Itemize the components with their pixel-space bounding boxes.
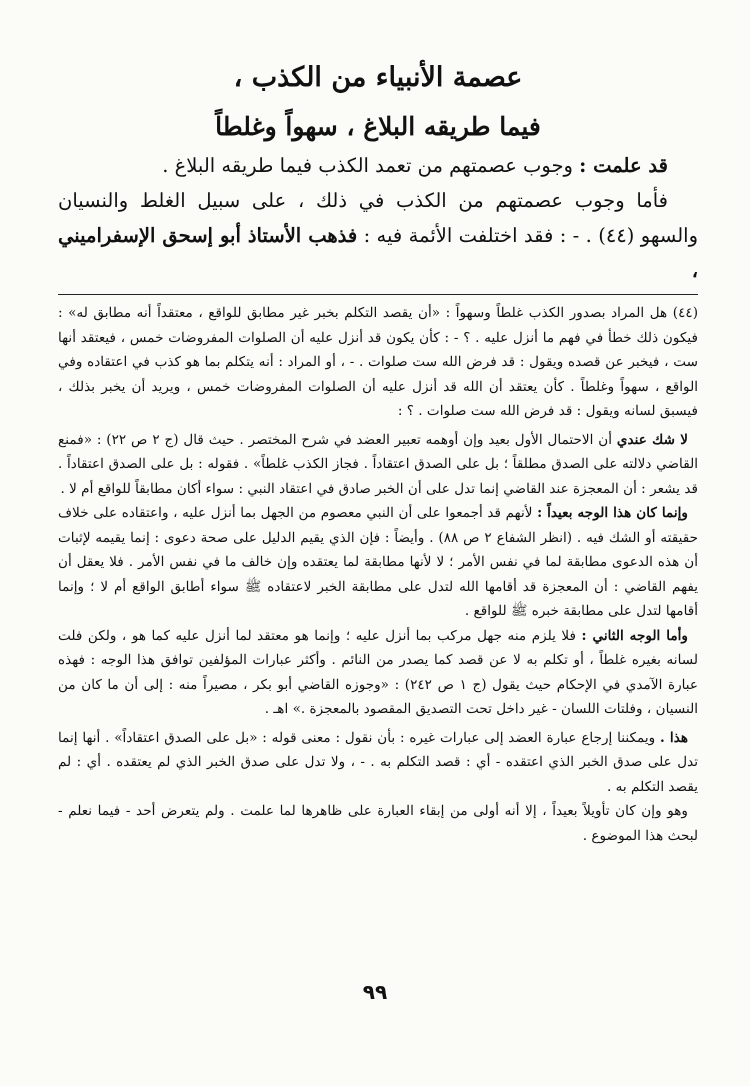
footnote-text: ويمكننا إرجاع عبارة العضد إلى عبارات غيره : بأن نقول : معنى قوله : «بل على الصدق اعتقاداً» . أنها إنما تدل على صدق الخبر الذي اعتقده - أي : قصد التكلم به . - ، ولا تدل على صدق الخبر الذي لم يعتقده . أي : لم يقصد التكلم به . [58, 729, 698, 795]
footnote-44: (٤٤) هل المراد بصدور الكذب غلطاً وسهواً : «أن يقصد التكلم بخبر غير مطابق للواقع ، معتقداً أنه مطابق له» : فيكون ذلك خطأ في فهم ما أنزل عليه . ؟ - : كأن يكون قد أنزل عليه أن الصلوات المفروضات خمس ، فيعتقد أنها ست ، فيخبر عن قصده ويقول : قد فرض الله ست صلوات . - ، أو المراد : أنه يتكلم بما هو كذب في اعتقاده وفي الواقع ، سهواً وغلطاً . كأن يعتقد أن الله قد أنزل عليه أن الصلوات المفروضات خمس ، ويريد أن يخبر بذلك ، فيسبق لسانه ويقول : قد فرض الله ست صلوات . ؟ : [58, 305, 698, 419]
paragraph-text: وجوب عصمتهم من تعمد الكذب فيما طريقه البلاغ . [162, 154, 580, 177]
footnote-lead: لا شك عندي [616, 431, 688, 448]
paragraph-text: فأما وجوب عصمتهم من الكذب في ذلك ، على سبيل الغلط والنسيان والسهو (٤٤) . - : فقد اختلفت الأئمة فيه : [58, 189, 698, 247]
footnote-text: لأنهم قد أجمعوا على أن النبي معصوم من الجهل بما أنزل عليه ، واعتقاده على خلاف حقيقته أو الشك فيه . (انظر الشفاع ٢ ص ٨٨) . وأيضاً : فإن الذي يقيم الدليل على صحة دعوى : إنما يقيمه لإثبات أن هذه الدعوى مطابقة لما في نفس الأمر ؛ لا لأنها مطابقة لما يعتقده وإن خالف ما في نفس الأمر . فلا يعقل أن يفهم القاضي : أن المعجزة قد أقامها الله لتدل على مطابقة الخبر لاعتقاده ﷺ سواء أطابق الواقع أم لا ؛ وإنما أقامها لتدل على مطابقة خبره ﷺ للواقع . [58, 505, 698, 619]
bold-phrase: فذهب الأستاذ أبو إسحق الإسفراميني ، [58, 224, 698, 282]
page-content [58, 60, 698, 848]
footnote-paragraph [58, 726, 698, 800]
main-paragraph-1 [58, 148, 698, 183]
main-paragraph-2 [58, 183, 698, 288]
footnotes [58, 301, 698, 848]
footnote-divider [58, 294, 698, 295]
chapter-subtitle: فيما طريقه البلاغ ، سهواً وغلطاً [215, 112, 541, 141]
chapter-title: عصمة الأنبياء من الكذب ، [233, 62, 523, 93]
footnote-lead: هذا . [659, 729, 689, 746]
footnote-paragraph [58, 501, 698, 624]
footnote-text: فلا يلزم منه جهل مركب بما أنزل عليه ؛ وإنما هو معتقد لما أنزل عليه كما هو ، ولكن فلت لسانه بغيره غلطاً ، أو تكلم به لا عن قصد كما يصدر من النائم . وأكثر عبارات المؤلفين توافق هذا الوجه : فهذه عبارة الآمدي في الإحكام حيث يقول (ج ١ ص ٢٤٢) : «وجوزه القاضي أبو بكر ، مصيراً منه : إلى أن ما كان من النسيان ، وفلتات اللسان - غير داخل تحت التصديق المقصود بالمعجزة .» اهـ . [58, 627, 698, 717]
lead-phrase: قد علمت : [579, 154, 668, 177]
footnote-paragraph: وهو وإن كان تأويلاً بعيداً ، إلا أنه أولى من إبقاء العبارة على ظاهرها لما علمت . ولم يتعرض أحد - فيما نعلم - لبحث هذا الموضوع . [58, 803, 698, 844]
footnote-text: أن الاحتمال الأول بعيد وإن أوهمه تعبير العضد في شرح المختصر . حيث قال (ج ٢ ص ٢٢) : «فمنع القاضي دلالته على الصدق مطلقاً ؛ بل على الصدق اعتقاداً . فجاز الكذب غلطاً» . فقوله : بل على الصدق اعتقاداً . قد يشعر : أن المعجزة عند القاضي إنما تدل على أن الخبر صادق في اعتقاد النبي : سواء أكان مطابقاً للواقع أم لا . [58, 431, 698, 497]
footnote-paragraph [58, 428, 698, 502]
page-number: ٩٩ [362, 980, 388, 1004]
main-text [58, 148, 698, 288]
footnote-paragraph [58, 624, 698, 722]
footnote-lead: وأما الوجه الثاني : [581, 627, 688, 644]
footnote-lead: وإنما كان هذا الوجه بعيداً : [537, 505, 688, 521]
